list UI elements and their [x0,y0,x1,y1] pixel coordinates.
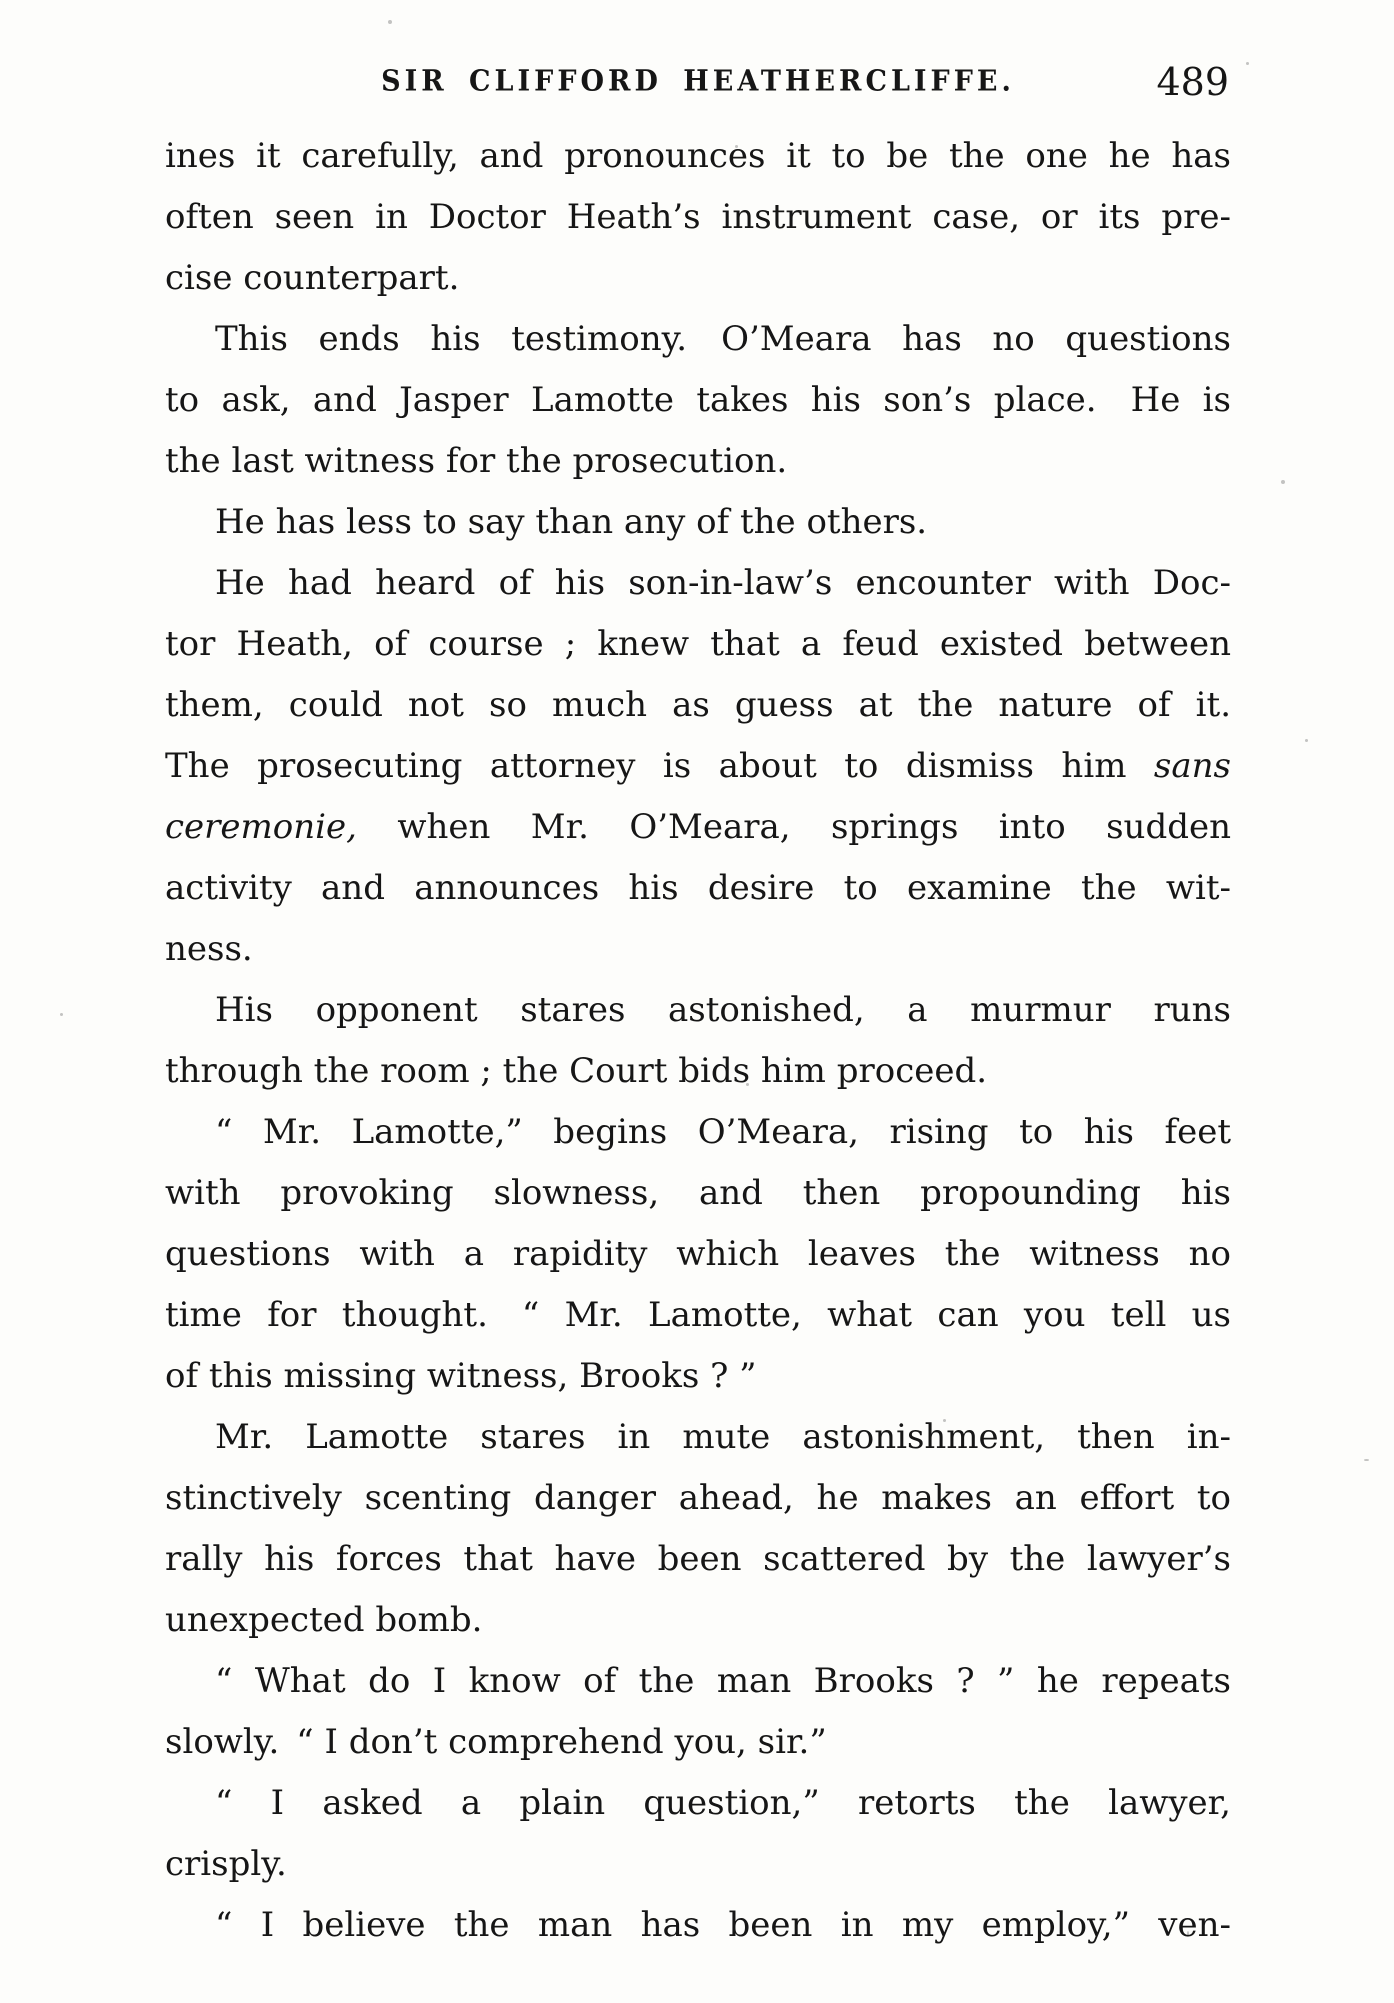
text-line [165,919,1231,980]
body-text: He has less to say than any of the others. [215,502,928,542]
text-line [165,248,1231,309]
body-text: ines it carefully, and pronounces it to be the one he has [165,136,1231,176]
text-line [165,1895,1231,1956]
text-line [165,675,1231,736]
text-line [165,1529,1231,1590]
body-text: with provoking slowness, and then propounding his [165,1173,1231,1213]
text-line [165,370,1231,431]
text-line [165,614,1231,675]
body-text: “ I asked a plain question,” retorts the lawyer, [215,1783,1231,1823]
body-text: time for thought. “ Mr. Lamotte, what can you tell us [165,1295,1231,1335]
text-line [165,1773,1231,1834]
body-text: rally his forces that have been scattered by the lawyer’s [165,1539,1231,1579]
text-line [165,1651,1231,1712]
text-line [165,1834,1231,1895]
text-line [165,980,1231,1041]
body-text: when Mr. O’Meara, springs into sudden [356,807,1231,847]
body-text: activity and announces his desire to examine the wit- [165,868,1231,908]
page-number: 489 [1156,60,1229,104]
text-line [165,1102,1231,1163]
body-text: the last witness for the prosecution. [165,441,788,481]
text-line [165,1041,1231,1102]
text-line [165,492,1231,553]
text-line [165,736,1231,797]
body-text: slowly. “ I don’t comprehend you, sir.” [165,1722,827,1762]
scan-speck [1281,480,1285,484]
body-text: The prosecuting attorney is about to dismiss him [165,746,1154,786]
text-line [165,1590,1231,1651]
text-line [165,1346,1231,1407]
body-text: Mr. Lamotte stares in mute astonishment, then in- [215,1417,1231,1457]
italic-text: sans [1153,746,1231,786]
scan-speck [60,1013,63,1016]
text-line [165,187,1231,248]
body-text: through the room ; the Court bids him proceed. [165,1051,988,1091]
text-line [165,797,1231,858]
body-text: them, could not so much as guess at the nature of it. [165,685,1231,725]
body-text: often seen in Doctor Heath’s instrument case, or its pre- [165,197,1231,237]
scan-speck [1364,1459,1369,1461]
scan-speck [1305,739,1308,742]
text-block [165,126,1231,1956]
scan-speck [1246,62,1249,65]
text-line [165,858,1231,919]
text-line [165,1407,1231,1468]
body-text: unexpected bomb. [165,1600,483,1640]
body-text: “ Mr. Lamotte,” begins O’Meara, rising to his feet [215,1112,1231,1152]
body-text: cise counterpart. [165,258,460,298]
body-text: His opponent stares astonished, a murmur runs [215,990,1231,1030]
italic-text: ceremonie, [165,807,357,847]
body-text: ness. [165,929,253,969]
body-text: He had heard of his son-in-law’s encounter with Doc- [215,563,1231,603]
text-line [165,431,1231,492]
body-text: tor Heath, of course ; knew that a feud existed between [165,624,1231,664]
running-title: SIR CLIFFORD HEATHERCLIFFE. [381,64,1015,99]
body-text: stinctively scenting danger ahead, he makes an effort to [165,1478,1231,1518]
body-text: “ I believe the man has been in my employ,” ven- [215,1905,1231,1945]
body-text: crisply. [165,1844,287,1884]
body-text: to ask, and Jasper Lamotte takes his son’s place. He is [165,380,1231,420]
body-text: This ends his testimony. O’Meara has no questions [215,319,1231,359]
text-line [165,1468,1231,1529]
text-line [165,1712,1231,1773]
body-text: questions with a rapidity which leaves the witness no [165,1234,1231,1274]
body-text: “ What do I know of the man Brooks ? ” he repeats [215,1661,1231,1701]
text-line [165,553,1231,614]
text-line [165,1224,1231,1285]
text-line [165,126,1231,187]
text-line [165,309,1231,370]
body-text: of this missing witness, Brooks ? ” [165,1356,757,1396]
scan-speck [388,20,392,24]
page-header [165,56,1231,108]
text-line [165,1163,1231,1224]
text-line [165,1285,1231,1346]
